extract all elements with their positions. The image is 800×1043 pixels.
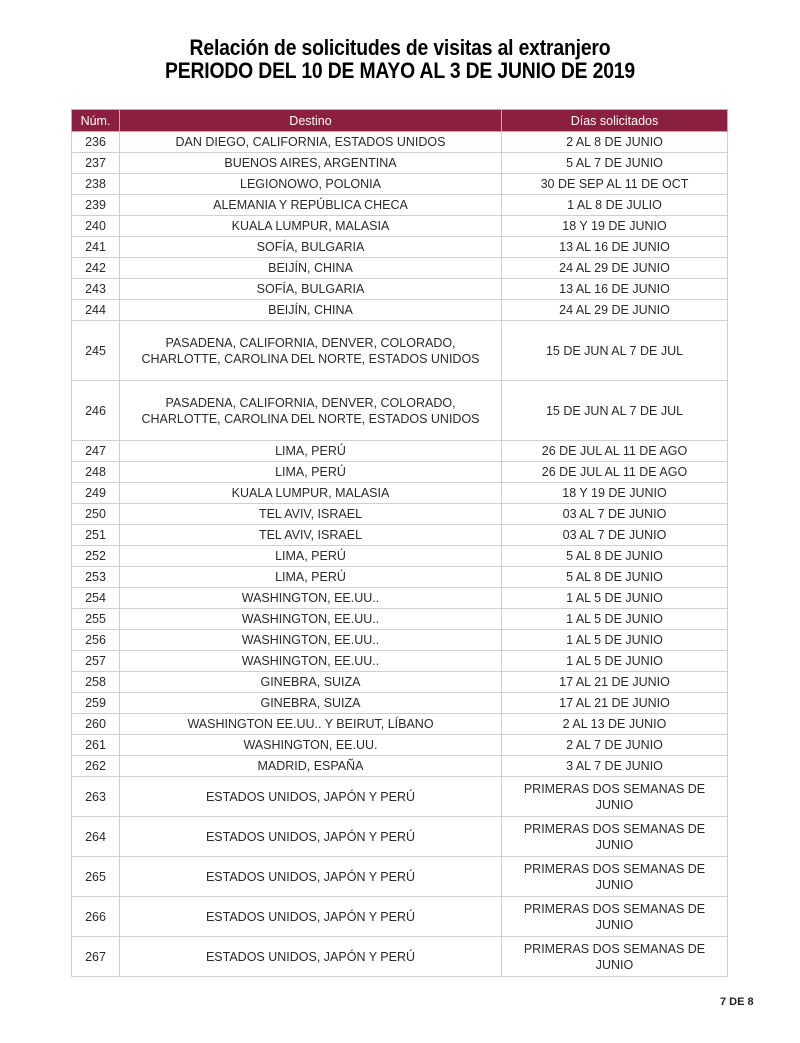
title-line-1: Relación de solicitudes de visitas al extranjero <box>189 35 611 60</box>
table-row <box>72 321 728 381</box>
cell-dias: 26 DE JUL AL 11 DE AGO <box>502 462 728 483</box>
cell-dias: 15 DE JUN AL 7 DE JUL <box>502 321 728 381</box>
cell-num: 253 <box>72 567 120 588</box>
dias-line-1: PRIMERAS DOS SEMANAS DE <box>523 901 706 916</box>
table-row <box>72 174 728 195</box>
table-row <box>72 279 728 300</box>
cell-dias: 17 AL 21 DE JUNIO <box>502 672 728 693</box>
cell-num: 250 <box>72 504 120 525</box>
table-row <box>72 441 728 462</box>
title-line-2: PERIODO DEL 10 DE MAYO AL 3 DE JUNIO DE 2019 <box>165 58 635 83</box>
dias-line-1: PRIMERAS DOS SEMANAS DE <box>523 781 706 796</box>
cell-destino: SOFÍA, BULGARIA <box>120 279 502 300</box>
table-row <box>72 525 728 546</box>
cell-destino: ESTADOS UNIDOS, JAPÓN Y PERÚ <box>120 817 502 857</box>
table-row <box>72 132 728 153</box>
cell-destino: LIMA, PERÚ <box>120 546 502 567</box>
dias-line-1: PRIMERAS DOS SEMANAS DE <box>523 861 706 876</box>
cell-dias: 15 DE JUN AL 7 DE JUL <box>502 381 728 441</box>
table-row <box>72 693 728 714</box>
cell-destino: ESTADOS UNIDOS, JAPÓN Y PERÚ <box>120 857 502 897</box>
cell-destino: LEGIONOWO, POLONIA <box>120 174 502 195</box>
cell-dias: 24 AL 29 DE JUNIO <box>502 300 728 321</box>
cell-dias <box>502 857 728 897</box>
cell-destino: KUALA LUMPUR, MALASIA <box>120 216 502 237</box>
table-row <box>72 567 728 588</box>
cell-dias: 5 AL 8 DE JUNIO <box>502 567 728 588</box>
table-row <box>72 937 728 977</box>
cell-num: 264 <box>72 817 120 857</box>
cell-dias <box>502 897 728 937</box>
cell-dias: 13 AL 16 DE JUNIO <box>502 279 728 300</box>
cell-dias <box>502 777 728 817</box>
table-row <box>72 756 728 777</box>
table-row <box>72 588 728 609</box>
cell-dias: 2 AL 8 DE JUNIO <box>502 132 728 153</box>
dias-line-2: JUNIO <box>595 797 634 812</box>
cell-num: 246 <box>72 381 120 441</box>
cell-num: 265 <box>72 857 120 897</box>
cell-destino: TEL AVIV, ISRAEL <box>120 504 502 525</box>
table-row <box>72 258 728 279</box>
destino-line-2: CHARLOTTE, CAROLINA DEL NORTE, ESTADOS UNIDOS <box>141 411 480 426</box>
cell-dias: 2 AL 7 DE JUNIO <box>502 735 728 756</box>
dias-line-2: JUNIO <box>595 957 634 972</box>
table-row <box>72 735 728 756</box>
page-number: 7 DE 8 <box>720 996 754 1008</box>
cell-destino: LIMA, PERÚ <box>120 441 502 462</box>
cell-dias: 24 AL 29 DE JUNIO <box>502 258 728 279</box>
cell-destino: BEIJÍN, CHINA <box>120 258 502 279</box>
cell-destino: GINEBRA, SUIZA <box>120 693 502 714</box>
cell-dias: 13 AL 16 DE JUNIO <box>502 237 728 258</box>
cell-num: 257 <box>72 651 120 672</box>
cell-num: 256 <box>72 630 120 651</box>
dias-line-2: JUNIO <box>595 837 634 852</box>
table-row <box>72 483 728 504</box>
cell-destino: TEL AVIV, ISRAEL <box>120 525 502 546</box>
cell-destino: BEIJÍN, CHINA <box>120 300 502 321</box>
cell-num: 245 <box>72 321 120 381</box>
cell-destino: BUENOS AIRES, ARGENTINA <box>120 153 502 174</box>
cell-destino: WASHINGTON, EE.UU.. <box>120 651 502 672</box>
cell-dias <box>502 937 728 977</box>
cell-dias: 18 Y 19 DE JUNIO <box>502 216 728 237</box>
header-destino: Destino <box>120 110 502 132</box>
cell-dias: 5 AL 7 DE JUNIO <box>502 153 728 174</box>
table-row <box>72 857 728 897</box>
cell-num: 247 <box>72 441 120 462</box>
cell-dias: 1 AL 5 DE JUNIO <box>502 588 728 609</box>
table-row <box>72 504 728 525</box>
table-row <box>72 195 728 216</box>
cell-num: 238 <box>72 174 120 195</box>
table-row <box>72 462 728 483</box>
dias-line-2: JUNIO <box>595 877 634 892</box>
cell-destino: WASHINGTON, EE.UU.. <box>120 630 502 651</box>
cell-num: 267 <box>72 937 120 977</box>
cell-num: 244 <box>72 300 120 321</box>
cell-dias: 03 AL 7 DE JUNIO <box>502 504 728 525</box>
table-row <box>72 237 728 258</box>
cell-num: 237 <box>72 153 120 174</box>
cell-dias: 5 AL 8 DE JUNIO <box>502 546 728 567</box>
cell-destino: ESTADOS UNIDOS, JAPÓN Y PERÚ <box>120 777 502 817</box>
cell-num: 263 <box>72 777 120 817</box>
table-row <box>72 897 728 937</box>
cell-num: 259 <box>72 693 120 714</box>
cell-destino: KUALA LUMPUR, MALASIA <box>120 483 502 504</box>
cell-num: 241 <box>72 237 120 258</box>
cell-dias: 18 Y 19 DE JUNIO <box>502 483 728 504</box>
cell-num: 262 <box>72 756 120 777</box>
table-header-row <box>72 110 728 132</box>
cell-num: 242 <box>72 258 120 279</box>
table-row <box>72 817 728 857</box>
cell-num: 249 <box>72 483 120 504</box>
cell-destino <box>120 321 502 381</box>
cell-num: 266 <box>72 897 120 937</box>
cell-num: 248 <box>72 462 120 483</box>
destino-line-1: PASADENA, CALIFORNIA, DENVER, COLORADO, <box>165 335 456 350</box>
cell-destino: LIMA, PERÚ <box>120 462 502 483</box>
dias-line-2: JUNIO <box>595 917 634 932</box>
table-row <box>72 714 728 735</box>
cell-dias: 3 AL 7 DE JUNIO <box>502 756 728 777</box>
table-row <box>72 216 728 237</box>
cell-dias: 1 AL 8 DE JULIO <box>502 195 728 216</box>
table-row <box>72 381 728 441</box>
cell-destino: WASHINGTON EE.UU.. Y BEIRUT, LÍBANO <box>120 714 502 735</box>
table-row <box>72 300 728 321</box>
document-title <box>0 36 800 82</box>
cell-destino: ESTADOS UNIDOS, JAPÓN Y PERÚ <box>120 937 502 977</box>
cell-dias: 17 AL 21 DE JUNIO <box>502 693 728 714</box>
cell-num: 252 <box>72 546 120 567</box>
cell-destino: SOFÍA, BULGARIA <box>120 237 502 258</box>
cell-destino: WASHINGTON, EE.UU.. <box>120 588 502 609</box>
table-row <box>72 630 728 651</box>
table-row <box>72 153 728 174</box>
cell-dias <box>502 817 728 857</box>
cell-destino: ALEMANIA Y REPÚBLICA CHECA <box>120 195 502 216</box>
cell-destino: DAN DIEGO, CALIFORNIA, ESTADOS UNIDOS <box>120 132 502 153</box>
destino-line-2: CHARLOTTE, CAROLINA DEL NORTE, ESTADOS UNIDOS <box>141 351 480 366</box>
cell-num: 243 <box>72 279 120 300</box>
cell-num: 261 <box>72 735 120 756</box>
cell-destino: MADRID, ESPAÑA <box>120 756 502 777</box>
solicitudes-table <box>71 109 728 977</box>
cell-dias: 1 AL 5 DE JUNIO <box>502 630 728 651</box>
table-row <box>72 546 728 567</box>
table-row <box>72 777 728 817</box>
header-num: Núm. <box>72 110 120 132</box>
cell-dias: 2 AL 13 DE JUNIO <box>502 714 728 735</box>
cell-destino: ESTADOS UNIDOS, JAPÓN Y PERÚ <box>120 897 502 937</box>
cell-destino: GINEBRA, SUIZA <box>120 672 502 693</box>
header-dias: Días solicitados <box>502 110 728 132</box>
cell-dias: 1 AL 5 DE JUNIO <box>502 651 728 672</box>
cell-destino: WASHINGTON, EE.UU. <box>120 735 502 756</box>
cell-num: 240 <box>72 216 120 237</box>
dias-line-1: PRIMERAS DOS SEMANAS DE <box>523 941 706 956</box>
cell-num: 255 <box>72 609 120 630</box>
cell-dias: 1 AL 5 DE JUNIO <box>502 609 728 630</box>
table-row <box>72 609 728 630</box>
cell-num: 254 <box>72 588 120 609</box>
cell-destino <box>120 381 502 441</box>
table-row <box>72 672 728 693</box>
cell-num: 236 <box>72 132 120 153</box>
dias-line-1: PRIMERAS DOS SEMANAS DE <box>523 821 706 836</box>
cell-dias: 30 DE SEP AL 11 DE OCT <box>502 174 728 195</box>
cell-destino: LIMA, PERÚ <box>120 567 502 588</box>
cell-num: 258 <box>72 672 120 693</box>
table-row <box>72 651 728 672</box>
cell-num: 239 <box>72 195 120 216</box>
cell-dias: 26 DE JUL AL 11 DE AGO <box>502 441 728 462</box>
cell-num: 251 <box>72 525 120 546</box>
cell-destino: WASHINGTON, EE.UU.. <box>120 609 502 630</box>
destino-line-1: PASADENA, CALIFORNIA, DENVER, COLORADO, <box>165 395 456 410</box>
cell-dias: 03 AL 7 DE JUNIO <box>502 525 728 546</box>
cell-num: 260 <box>72 714 120 735</box>
